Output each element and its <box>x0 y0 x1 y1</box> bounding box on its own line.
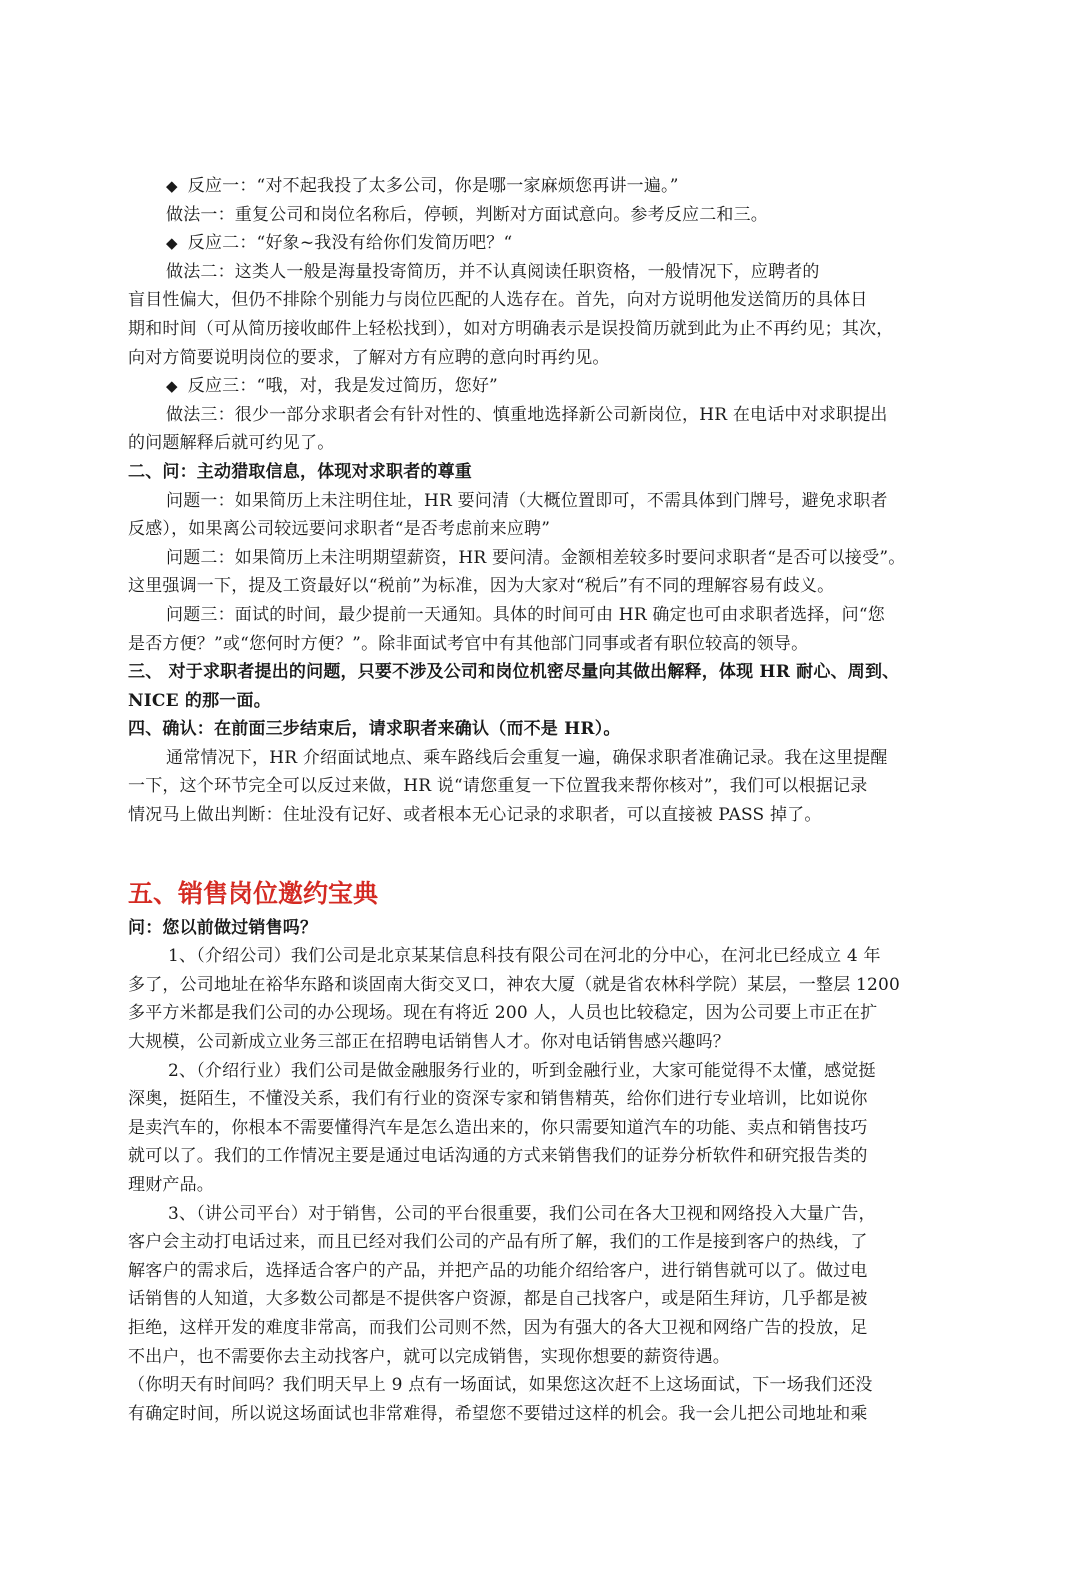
text-line <box>128 1371 952 1400</box>
text-content: 拒绝，这样开发的难度非常高，而我们公司则不然，因为有强大的各大卫视和网络广告的投放，足 <box>128 1317 868 1338</box>
sales-invitation-section <box>128 914 952 1429</box>
text-content: 客户会主动打电话过来，而且已经对我们公司的产品有所了解，我们的工作是接到客户的热线，了 <box>128 1232 868 1253</box>
text-line <box>128 429 952 458</box>
text-line <box>128 1057 952 1086</box>
text-line <box>128 801 952 830</box>
text-content: 通常情况下，HR 介绍面试地点、乘车路线后会重复一遍，确保求职者准确记录。我在这里提醒 <box>166 747 888 768</box>
text-line <box>128 1285 952 1314</box>
text-content: 期和时间（可从简历接收邮件上轻松找到），如对方明确表示是误投简历就到此为止不再约见；其次， <box>128 318 894 339</box>
text-content: 四、确认：在前面三步结束后，请求职者来确认（而不是 HR）。 <box>128 719 621 740</box>
text-content: 问题一：如果简历上未注明住址，HR 要问清（大概位置即可，不需具体到门牌号，避免求职者 <box>166 490 888 511</box>
text-line <box>128 971 952 1000</box>
text-content: 理财产品。 <box>128 1175 214 1195</box>
text-content: 的问题解释后就可约见了。 <box>128 433 335 454</box>
text-line <box>128 914 952 943</box>
text-line <box>128 544 952 573</box>
text-line <box>128 1257 952 1286</box>
text-content: 多了，公司地址在裕华东路和谈固南大街交叉口，神农大厦（就是省农林科学院）某层，一整层 1200 <box>128 974 901 995</box>
text-content: 问：您以前做过销售吗？ <box>128 917 318 938</box>
text-content: 是卖汽车的，你根本不需要懂得汽车是怎么造出来的，你只需要知道汽车的功能、卖点和销售技巧 <box>128 1117 868 1138</box>
text-line <box>128 601 952 630</box>
text-line <box>128 201 952 230</box>
text-content: 有确定时间，所以说这场面试也非常难得，希望您不要错过这样的机会。我一会儿把公司地址和乘 <box>128 1403 868 1424</box>
section-title: 五、销售岗位邀约宝典 <box>128 878 379 908</box>
diamond-bullet-icon: ◆ <box>166 234 178 253</box>
text-content: 反应二：“好象~我没有给你们发简历吧？“ <box>187 233 513 254</box>
text-content: 深奥，挺陌生，不懂没关系，我们有行业的资深专家和销售精英，给你们进行专业培训，比如说你 <box>128 1089 868 1110</box>
text-content: 多平方米都是我们公司的办公现场。现在有将近 200 人，人员也比较稳定，因为公司要上市正在扩 <box>128 1003 878 1024</box>
text-line <box>128 344 952 373</box>
text-line <box>128 942 952 971</box>
text-line <box>128 515 952 544</box>
text-line <box>128 1028 952 1057</box>
interview-response-section <box>128 172 952 830</box>
text-line <box>128 401 952 430</box>
text-line <box>128 687 952 716</box>
text-content: （你明天有时间吗？我们明天早上 9 点有一场面试，如果您这次赶不上这场面试，下一场我们还没 <box>128 1375 873 1396</box>
text-line <box>128 1400 952 1429</box>
text-line <box>128 258 952 287</box>
text-content: 2、（介绍行业）我们公司是做金融服务行业的，听到金融行业，大家可能觉得不太懂，感觉挺 <box>168 1060 876 1081</box>
text-line <box>128 630 952 659</box>
text-line <box>128 458 952 487</box>
text-line <box>128 715 952 744</box>
text-line <box>128 487 952 516</box>
diamond-bullet-icon: ◆ <box>166 177 178 195</box>
text-content: 问题三：面试的时间，最少提前一天通知。具体的时间可由 HR 确定也可由求职者选择，问“您 <box>166 604 885 625</box>
text-content: 二、问：主动猎取信息，体现对求职者的尊重 <box>128 461 472 482</box>
text-line <box>128 172 952 201</box>
text-content: 反感），如果离公司较远要问求职者“是否考虑前来应聘” <box>128 519 551 540</box>
text-content: 一下，这个环节完全可以反过来做，HR 说“请您重复一下位置我来帮你核对”，我们可以根据记录 <box>128 776 868 797</box>
text-line <box>128 1314 952 1343</box>
text-line <box>128 1114 952 1143</box>
text-content: 反应三：“哦，对，我是发过简历，您好” <box>187 376 498 397</box>
text-line <box>128 1142 952 1171</box>
text-line <box>128 1200 952 1229</box>
text-content: 不出户，也不需要你去主动找客户，就可以完成销售，实现你想要的薪资待遇。 <box>128 1346 730 1367</box>
text-line <box>128 286 952 315</box>
text-line <box>128 999 952 1028</box>
text-content: NICE 的那一面。 <box>128 690 271 711</box>
text-content: 三、 对于求职者提出的问题，只要不涉及公司和岗位机密尽量向其做出解释，体现 HR 耐心、周到、 <box>128 662 900 683</box>
text-line <box>128 372 952 401</box>
text-content: 向对方简要说明岗位的要求，了解对方有应聘的意向时再约见。 <box>128 347 610 368</box>
text-line <box>128 1343 952 1372</box>
text-content: 做法一：重复公司和岗位名称后，停顿，判断对方面试意向。参考反应二和三。 <box>166 204 768 225</box>
text-content: 大规模，公司新成立业务三部正在招聘电话销售人才。你对电话销售感兴趣吗？ <box>128 1032 730 1053</box>
text-line <box>128 772 952 801</box>
text-line <box>128 229 952 258</box>
text-line <box>128 315 952 344</box>
text-content: 情况马上做出判断：住址没有记好、或者根本无心记录的求职者，可以直接被 PASS 掉了。 <box>128 805 822 826</box>
text-line <box>128 1085 952 1114</box>
text-line <box>128 1228 952 1257</box>
text-content: 就可以了。我们的工作情况主要是通过电话沟通的方式来销售我们的证券分析软件和研究报告类的 <box>128 1146 868 1167</box>
text-line <box>128 1171 952 1200</box>
text-line <box>128 572 952 601</box>
text-line <box>128 744 952 773</box>
text-content: 1、（介绍公司）我们公司是北京某某信息科技有限公司在河北的分中心，在河北已经成立 4 年 <box>168 946 881 967</box>
text-content: 3、（讲公司平台）对于销售，公司的平台很重要，我们公司在各大卫视和网络投入大量广告， <box>168 1203 876 1224</box>
section-gap <box>128 830 952 876</box>
text-content: 话销售的人知道，大多数公司都是不提供客户资源，都是自己找客户，或是陌生拜访，几乎都是被 <box>128 1289 868 1310</box>
text-content: 解客户的需求后，选择适合客户的产品，并把产品的功能介绍给客户，进行销售就可以了。做过电 <box>128 1260 868 1281</box>
text-content: 盲目性偏大，但仍不排除个别能力与岗位匹配的人选存在。首先，向对方说明他发送简历的具体日 <box>128 290 868 311</box>
text-content: 问题二：如果简历上未注明期望薪资，HR 要问清。金额相差较多时要问求职者“是否可以接受”。 <box>166 547 906 568</box>
text-content: 是否方便？”或“您何时方便？”。除非面试考官中有其他部门同事或者有职位较高的领导。 <box>128 633 809 654</box>
text-content: 做法二：这类人一般是海量投寄简历，并不认真阅读任职资格，一般情况下，应聘者的 <box>166 261 820 282</box>
text-content: 做法三：很少一部分求职者会有针对性的、慎重地选择新公司新岗位，HR 在电话中对求职提出 <box>166 404 888 425</box>
text-line <box>128 658 952 687</box>
text-content: 这里强调一下，提及工资最好以“税前”为标准，因为大家对“税后”有不同的理解容易有歧义。 <box>128 576 835 597</box>
diamond-bullet-icon: ◆ <box>166 377 178 396</box>
text-content: 反应一：“对不起我投了太多公司，你是哪一家麻烦您再讲一遍。” <box>187 176 679 196</box>
